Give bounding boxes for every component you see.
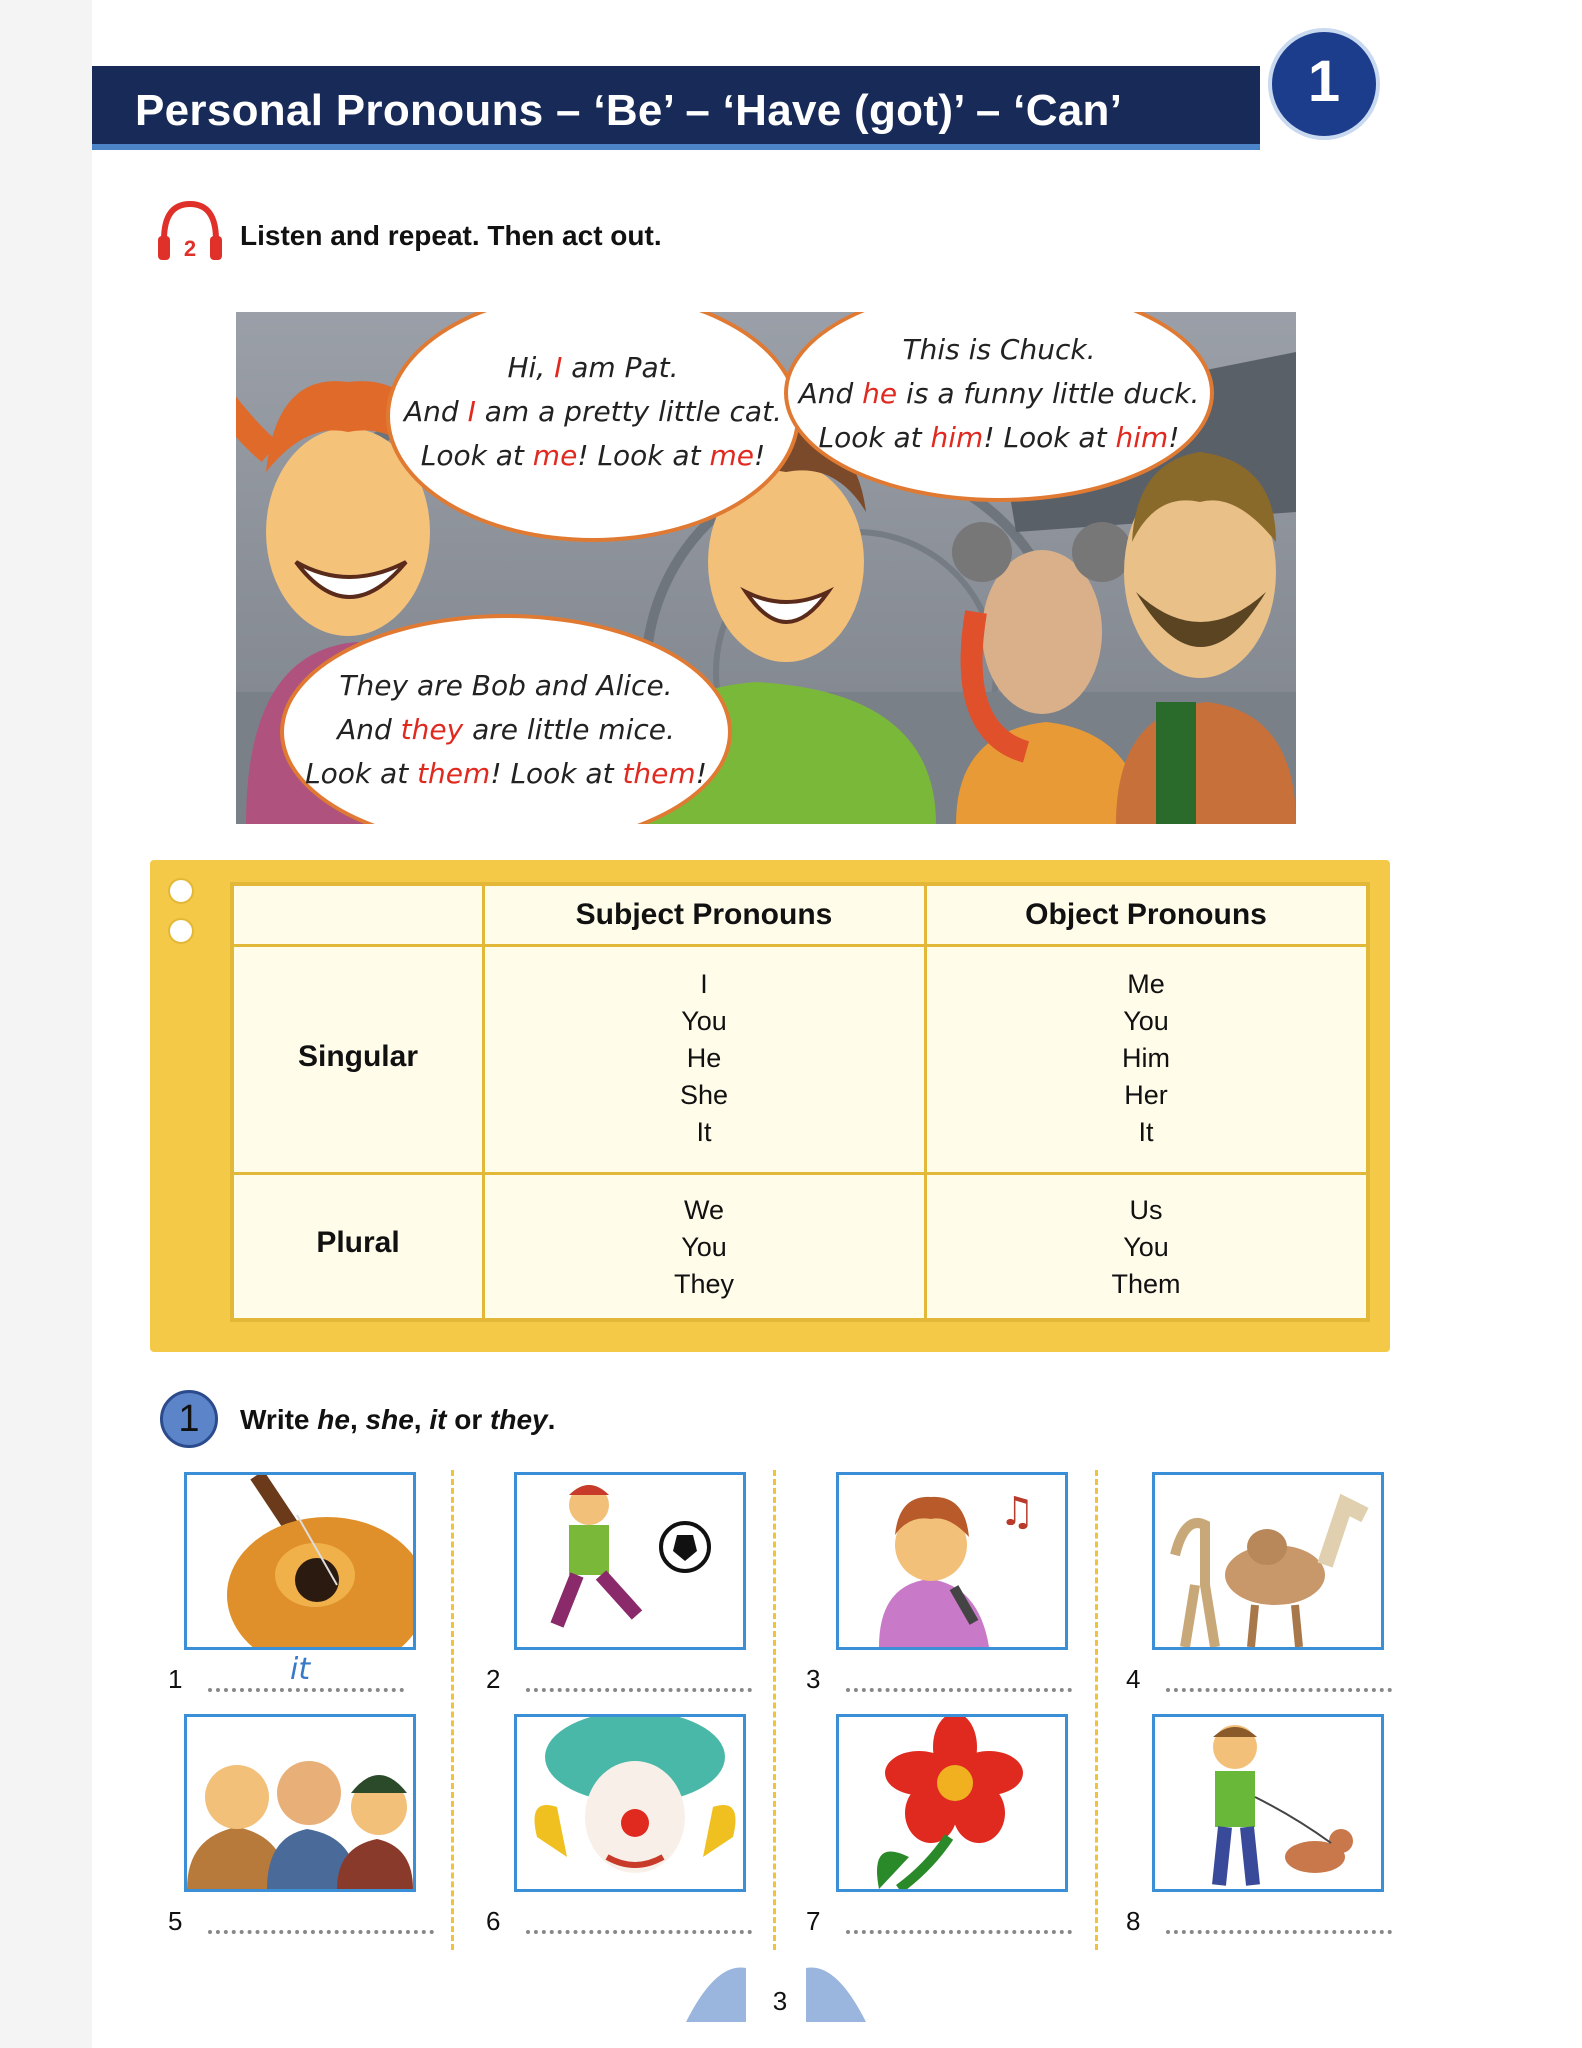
speech-bubble-pat: Hi, I am Pat. And I am a pretty little cat. Look at me! Look at me! [386, 312, 800, 542]
column-separator [773, 1470, 776, 1950]
pronoun-table [230, 882, 1370, 1322]
clown-picture [514, 1714, 746, 1892]
answer-line[interactable] [526, 1930, 752, 1934]
singular-subject-list: I You He She It [679, 969, 729, 1147]
binder-hole [168, 878, 194, 904]
answer-line[interactable] [208, 1688, 404, 1692]
singular-object-list: Me You Him Her It [1122, 969, 1170, 1147]
comic-illustration [236, 312, 1296, 824]
column-separator [1095, 1470, 1098, 1950]
object-pronouns-header: Object Pronouns [1025, 898, 1267, 931]
answer-line[interactable] [1166, 1688, 1392, 1692]
item-number: 4 [1126, 1664, 1141, 1694]
item-number: 5 [168, 1906, 183, 1936]
three-men-picture [184, 1714, 416, 1892]
answer-line[interactable] [208, 1930, 434, 1934]
speech-bubble-chuck: This is Chuck. And he is a funny little duck. Look at him! Look at him! [784, 312, 1214, 502]
item-number: 3 [806, 1664, 821, 1694]
page-margin-strip [0, 0, 92, 2048]
plural-subject-list: We You They [673, 1195, 735, 1299]
column-separator [451, 1470, 454, 1950]
item-number: 6 [486, 1906, 501, 1936]
answer-line[interactable] [1166, 1930, 1392, 1934]
boy-football-picture [514, 1472, 746, 1650]
singular-label: Singular [297, 1040, 418, 1073]
subject-pronouns-header: Subject Pronouns [575, 898, 833, 931]
unit-number-badge: 1 [1268, 28, 1380, 140]
girl-singing-picture [836, 1472, 1068, 1650]
answer-line[interactable] [846, 1688, 1072, 1692]
listening-instruction: Listen and repeat. Then act out. [240, 220, 662, 251]
guitar-picture [184, 1472, 416, 1650]
plural-label: Plural [316, 1226, 400, 1259]
camels-picture [1152, 1472, 1384, 1650]
item-number: 1 [168, 1664, 183, 1694]
answer-line[interactable] [526, 1688, 752, 1692]
exercise-instruction: Write he, she, it or they. [240, 1404, 556, 1435]
item-number: 2 [486, 1664, 501, 1694]
speech-bubble-mice: They are Bob and Alice. And they are little mice. Look at them! Look at them! [280, 614, 732, 824]
boy-dog-picture [1152, 1714, 1384, 1892]
answer-text: it [290, 1652, 311, 1687]
page-title: Personal Pronouns – ‘Be’ – ‘Have (got)’ – ‘Can’ [135, 86, 1123, 135]
binder-hole [168, 918, 194, 944]
plural-object-list: Us You Them [1111, 1195, 1181, 1299]
item-number: 8 [1126, 1906, 1141, 1936]
item-number: 7 [806, 1906, 821, 1936]
answer-line[interactable] [846, 1930, 1072, 1934]
svg-text:♫: ♫ [999, 1489, 1035, 1535]
page-number: 3 [772, 1986, 788, 2016]
track-number: 2 [183, 236, 197, 261]
exercise-number-badge: 1 [160, 1390, 218, 1448]
flower-picture [836, 1714, 1068, 1892]
